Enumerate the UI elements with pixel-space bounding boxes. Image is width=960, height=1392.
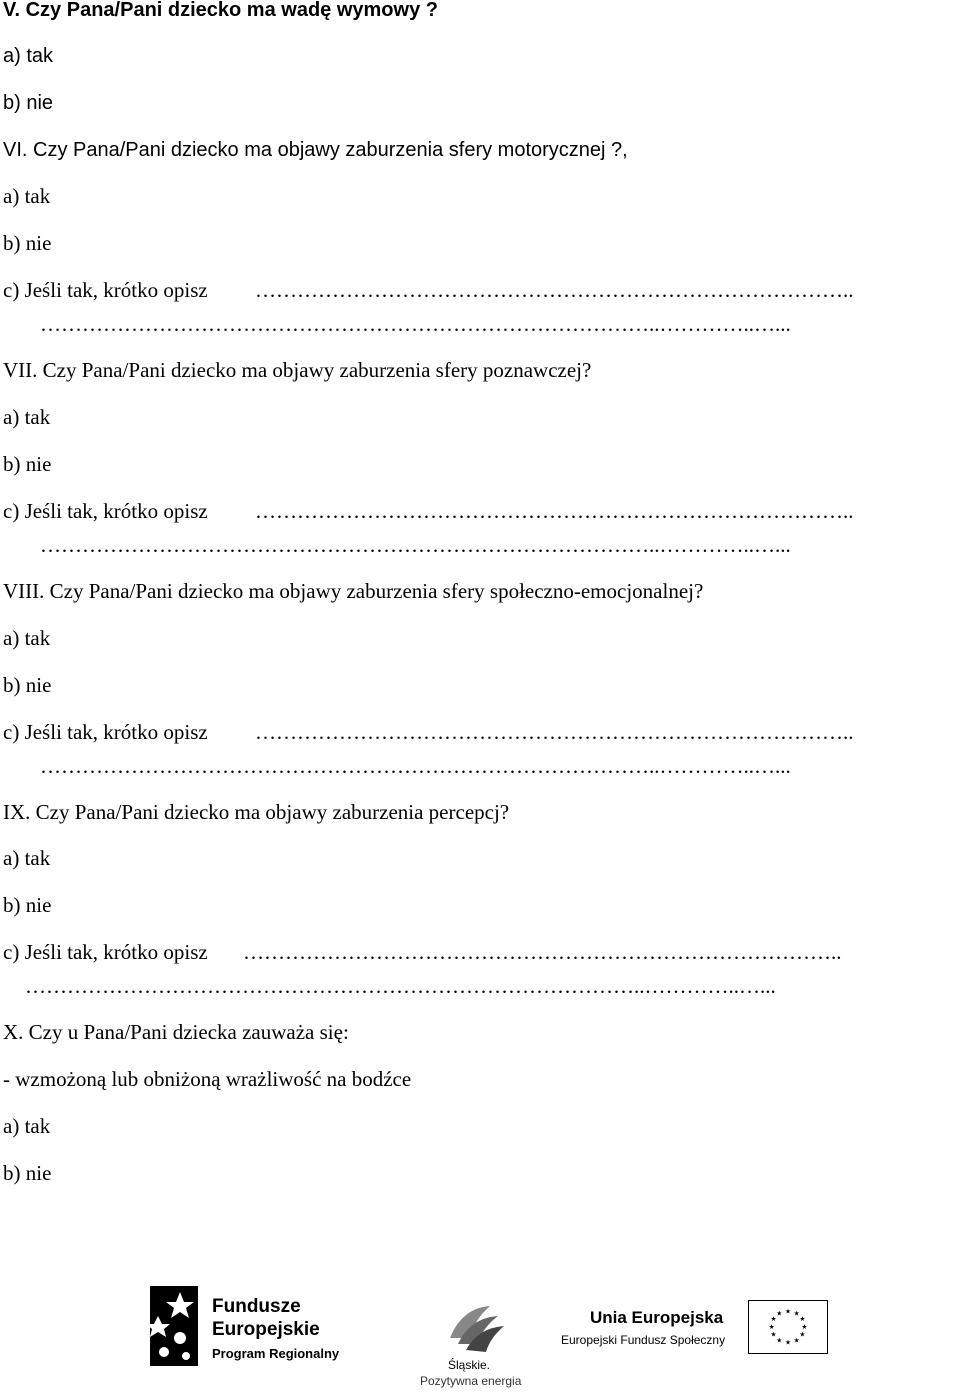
svg-text:★: ★ [784, 1338, 792, 1347]
question-vi-title: VI. Czy Pana/Pani dziecko ma objawy zaburzenia sfery motorycznej ?, [3, 139, 628, 161]
eu-flag-icon [748, 1300, 828, 1354]
svg-text:★: ★ [770, 1315, 777, 1324]
fundusze-europejskie-logo-icon [150, 1286, 198, 1366]
question-x-title: X. Czy u Pana/Pani dziecka zauważa się: [3, 1020, 349, 1044]
question-ix-option-c: c) Jeśli tak, krótko opisz [3, 940, 208, 964]
svg-text:★: ★ [776, 1336, 783, 1345]
question-viii-answer-line-2: ……………………………………………………………………………..…………..…... [40, 754, 791, 778]
question-viii-option-b: b) nie [3, 673, 52, 697]
question-vii-answer-line-1: ………………………………………………………………………….. [255, 499, 854, 523]
pozytywna-energia-label: Pozytywna energia [420, 1374, 522, 1388]
question-vii-option-b: b) nie [3, 452, 52, 476]
question-v-option-a: a) tak [3, 45, 54, 67]
svg-text:★: ★ [776, 1309, 783, 1318]
svg-text:★: ★ [799, 1330, 806, 1339]
question-viii-option-c: c) Jeśli tak, krótko opisz [3, 720, 208, 744]
question-vii-option-c: c) Jeśli tak, krótko opisz [3, 499, 208, 523]
question-vi-option-c: c) Jeśli tak, krótko opisz [3, 278, 208, 302]
svg-text:★: ★ [784, 1307, 792, 1316]
question-x-subitem: - wzmożoną lub obniżoną wrażliwość na bodźce [3, 1067, 412, 1091]
question-ix-title: IX. Czy Pana/Pani dziecko ma objawy zaburzenia percepcj? [3, 800, 510, 824]
question-ix-answer-line-1: ………………………………………………………………………….. [243, 940, 842, 964]
program-regionalny-label: Program Regionalny [212, 1346, 340, 1361]
footer-logos [0, 1280, 960, 1392]
svg-text:★: ★ [799, 1315, 806, 1324]
svg-text:★: ★ [793, 1309, 800, 1318]
question-ix-option-a: a) tak [3, 846, 51, 870]
svg-text:★: ★ [793, 1336, 800, 1345]
svg-text:★: ★ [770, 1330, 777, 1339]
slaskie-label: Śląskie. [448, 1358, 491, 1372]
question-v-title: V. Czy Pana/Pani dziecko ma wadę wymowy ? [3, 0, 438, 21]
question-viii-option-a: a) tak [3, 626, 51, 650]
question-vii-option-a: a) tak [3, 405, 51, 429]
unia-europejska-label: Unia Europejska [590, 1308, 724, 1327]
question-viii-title: VIII. Czy Pana/Pani dziecko ma objawy zaburzenia sfery społeczno-emocjonalnej? [3, 579, 704, 603]
question-vi-option-a: a) tak [3, 184, 51, 208]
question-ix-option-b: b) nie [3, 893, 52, 917]
question-vii-title: VII. Czy Pana/Pani dziecko ma objawy zaburzenia sfery poznawczej? [3, 358, 592, 382]
question-vi-option-b: b) nie [3, 231, 52, 255]
svg-text:★: ★ [768, 1322, 775, 1331]
slaskie-logo-icon [440, 1298, 508, 1358]
question-x-option-a: a) tak [3, 1114, 51, 1138]
question-vi-answer-line-2: ……………………………………………………………………………..…………..…... [40, 312, 791, 336]
question-vii-answer-line-2: ……………………………………………………………………………..…………..…... [40, 533, 791, 557]
question-ix-answer-line-2: ……………………………………………………………………………..…………..…... [25, 974, 776, 998]
question-x-option-b: b) nie [3, 1161, 52, 1185]
efs-label: Europejski Fundusz Społeczny [561, 1333, 726, 1347]
europejskie-label: Europejskie [212, 1319, 320, 1340]
question-viii-answer-line-1: ………………………………………………………………………….. [255, 720, 854, 744]
fundusze-label: Fundusze [212, 1296, 301, 1317]
svg-text:★: ★ [801, 1322, 808, 1331]
question-vi-answer-line-1: ………………………………………………………………………….. [255, 278, 854, 302]
question-v-option-b: b) nie [3, 92, 54, 114]
